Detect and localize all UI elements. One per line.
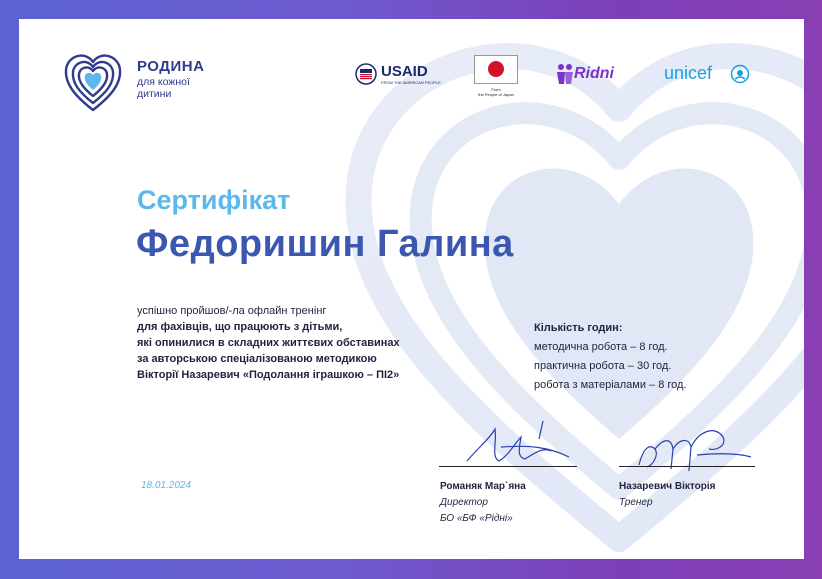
description-line2: для фахівців, що працюють з дітьми, bbox=[137, 321, 343, 333]
japan-line1: From bbox=[491, 87, 501, 92]
hours-item: практична робота – 30 год. bbox=[534, 360, 672, 372]
certificate-description bbox=[137, 303, 517, 383]
director-signature bbox=[439, 417, 579, 469]
usaid-name: USAID bbox=[381, 63, 428, 80]
background-heart-icon bbox=[19, 19, 804, 559]
usaid-tagline: FROM THE AMERICAN PEOPLE bbox=[381, 80, 441, 85]
issue-date: 18.01.2024 bbox=[141, 480, 192, 491]
trainer-signature bbox=[619, 419, 759, 473]
description-line3: які опинилися в складних життєвих обставинах bbox=[137, 337, 400, 349]
director-block bbox=[440, 479, 526, 527]
description-line1: успішно пройшов/-ла офлайн тренінг bbox=[137, 305, 327, 317]
trainer-signature-line bbox=[619, 466, 755, 467]
description-line4: за авторською спеціалізованою методикою bbox=[137, 353, 377, 365]
recipient-name: Федоришин Галина bbox=[136, 223, 514, 265]
logo-subtitle-line2: дитини bbox=[137, 88, 172, 100]
logo-subtitle-line1: для кожної bbox=[137, 76, 190, 88]
hours-item: робота з матеріалами – 8 год. bbox=[534, 379, 687, 391]
hours-block bbox=[534, 319, 687, 395]
director-org: БО «БФ «Рідні» bbox=[440, 513, 513, 524]
description-line5: Вікторії Назаревич «Подолання іграшкою – ПІ2» bbox=[137, 369, 400, 381]
japan-logo bbox=[472, 55, 520, 99]
rodyna-logo-text bbox=[137, 58, 205, 100]
hours-heading: Кількість годин: bbox=[534, 322, 623, 334]
ridni-name: Ridni bbox=[574, 65, 614, 82]
trainer-role: Тренер bbox=[619, 497, 653, 508]
certificate-sheet bbox=[19, 19, 804, 559]
trainer-name: Назаревич Вікторія bbox=[619, 481, 716, 492]
director-signature-line bbox=[439, 466, 577, 467]
director-name: Романяк Мар`яна bbox=[440, 481, 526, 492]
usaid-logo bbox=[355, 61, 439, 87]
usaid-seal-icon bbox=[355, 63, 377, 85]
certificate-title: Сертифікат bbox=[137, 185, 291, 215]
logo-title: РОДИНА bbox=[137, 58, 205, 75]
ridni-figures-icon bbox=[556, 63, 574, 85]
director-role: Директор bbox=[440, 497, 488, 508]
japan-flag-icon bbox=[474, 55, 518, 84]
trainer-block bbox=[619, 479, 715, 511]
unicef-name: unicef bbox=[664, 63, 713, 83]
rodyna-heart-logo-icon bbox=[63, 50, 123, 112]
unicef-logo bbox=[664, 63, 754, 87]
hours-item: методична робота – 8 год. bbox=[534, 341, 668, 353]
unicef-globe-icon bbox=[730, 64, 750, 84]
japan-line2: the People of Japan bbox=[478, 92, 514, 97]
